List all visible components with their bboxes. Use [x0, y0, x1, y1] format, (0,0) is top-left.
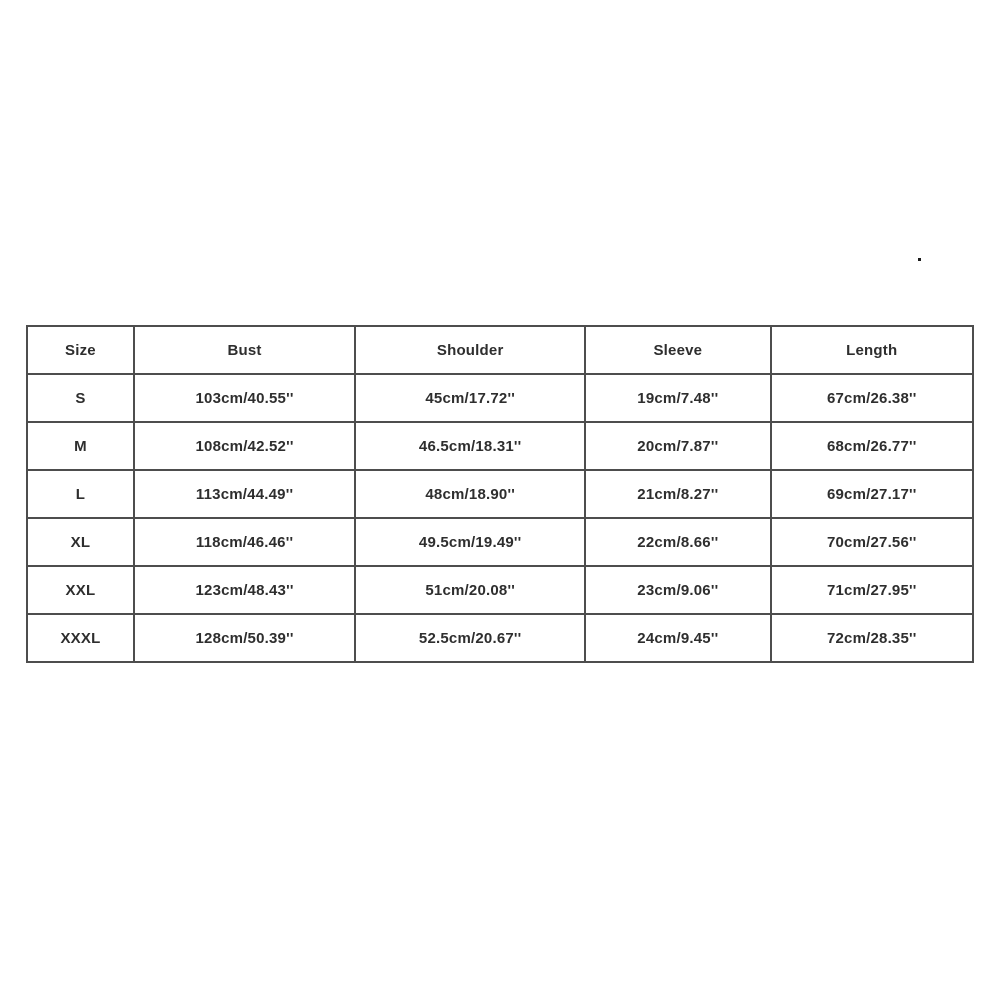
size-label: M: [27, 422, 134, 470]
length-value: 70cm/27.56'': [771, 518, 973, 566]
table-row-xxxl: [27, 614, 973, 662]
sleeve-value: 22cm/8.66'': [585, 518, 770, 566]
shoulder-value: 52.5cm/20.67'': [355, 614, 585, 662]
shoulder-value: 45cm/17.72'': [355, 374, 585, 422]
table-row-l: [27, 470, 973, 518]
size-label: XXXL: [27, 614, 134, 662]
sleeve-value: 20cm/7.87'': [585, 422, 770, 470]
bust-value: 108cm/42.52'': [134, 422, 355, 470]
column-header-bust: Bust: [134, 326, 355, 374]
artifact-dot: [918, 258, 921, 261]
sleeve-value: 19cm/7.48'': [585, 374, 770, 422]
shoulder-value: 48cm/18.90'': [355, 470, 585, 518]
shoulder-value: 51cm/20.08'': [355, 566, 585, 614]
table-row-xxl: [27, 566, 973, 614]
sleeve-value: 23cm/9.06'': [585, 566, 770, 614]
column-header-length: Length: [771, 326, 973, 374]
size-label: L: [27, 470, 134, 518]
bust-value: 118cm/46.46'': [134, 518, 355, 566]
column-header-sleeve: Sleeve: [585, 326, 770, 374]
size-label: XL: [27, 518, 134, 566]
length-value: 69cm/27.17'': [771, 470, 973, 518]
bust-value: 128cm/50.39'': [134, 614, 355, 662]
shoulder-value: 46.5cm/18.31'': [355, 422, 585, 470]
bust-value: 123cm/48.43'': [134, 566, 355, 614]
length-value: 68cm/26.77'': [771, 422, 973, 470]
header-row: [27, 326, 973, 374]
length-value: 72cm/28.35'': [771, 614, 973, 662]
size-chart-table: [26, 325, 974, 663]
bust-value: 103cm/40.55'': [134, 374, 355, 422]
sleeve-value: 21cm/8.27'': [585, 470, 770, 518]
table-row-xl: [27, 518, 973, 566]
bust-value: 113cm/44.49'': [134, 470, 355, 518]
column-header-size: Size: [27, 326, 134, 374]
length-value: 71cm/27.95'': [771, 566, 973, 614]
table-row-m: [27, 422, 973, 470]
shoulder-value: 49.5cm/19.49'': [355, 518, 585, 566]
sleeve-value: 24cm/9.45'': [585, 614, 770, 662]
table-row-s: [27, 374, 973, 422]
size-label: XXL: [27, 566, 134, 614]
length-value: 67cm/26.38'': [771, 374, 973, 422]
size-label: S: [27, 374, 134, 422]
column-header-shoulder: Shoulder: [355, 326, 585, 374]
size-chart-table-container: [26, 325, 974, 663]
